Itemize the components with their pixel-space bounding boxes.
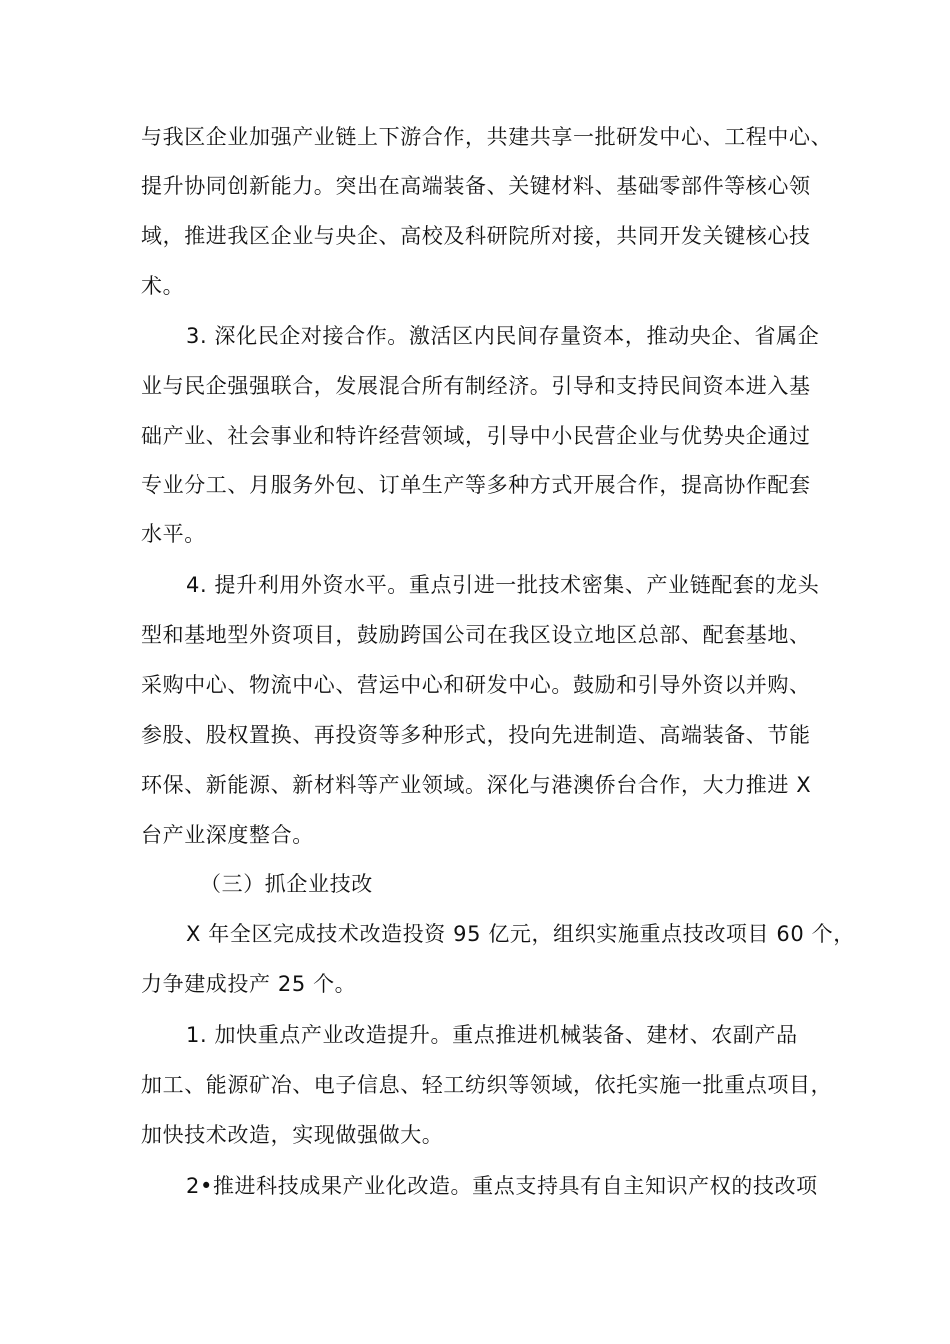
text-line: 参股、股权置换、再投资等多种形式，投向先进制造、高端装备、节能 — [141, 723, 811, 747]
text-line: 础产业、社会事业和特许经营领域，引导中小民营企业与优势央企通过 — [141, 424, 811, 448]
text-line: 4. 提升利用外资水平。重点引进一批技术密集、产业链配套的龙头 — [186, 573, 820, 597]
text-line: 台产业深度整合。 — [141, 823, 314, 847]
text-line: 型和基地型外资项目，鼓励跨国公司在我区设立地区总部、配套基地、 — [141, 623, 811, 647]
text-line: 加工、能源矿冶、电子信息、轻工纺织等领域，依托实施一批重点项目， — [141, 1073, 833, 1097]
text-line: 业与民企强强联合，发展混合所有制经济。引导和支持民间资本进入基 — [141, 374, 811, 398]
text-line: 与我区企业加强产业链上下游合作，共建共享一批研发中心、工程中心、 — [141, 125, 833, 149]
text-line: 水平。 — [141, 522, 206, 546]
text-line: 专业分工、月服务外包、订单生产等多种方式开展合作，提高协作配套 — [141, 473, 811, 497]
text-line: 采购中心、物流中心、营运中心和研发中心。鼓励和引导外资以并购、 — [141, 673, 811, 697]
section-heading: （三）抓企业技改 — [200, 872, 373, 896]
text-line: 术。 — [141, 274, 185, 298]
text-line: X 年全区完成技术改造投资 95 亿元，组织实施重点技改项目 60 个， — [186, 922, 855, 946]
text-line: 2•推进科技成果产业化改造。重点支持具有自主知识产权的技改项 — [186, 1174, 818, 1198]
text-line: 加快技术改造，实现做强做大。 — [141, 1123, 444, 1147]
text-line: 3. 深化民企对接合作。激活区内民间存量资本，推动央企、省属企 — [186, 324, 820, 348]
text-line: 域，推进我区企业与央企、高校及科研院所对接，共同开发关键核心技 — [141, 224, 811, 248]
text-line: 提升协同创新能力。突出在高端装备、关键材料、基础零部件等核心领 — [141, 174, 811, 198]
text-line: 环保、新能源、新材料等产业领域。深化与港澳侨台合作，大力推进 X — [141, 773, 812, 797]
text-line: 1. 加快重点产业改造提升。重点推进机械装备、建材、农副产品 — [186, 1023, 798, 1047]
text-line: 力争建成投产 25 个。 — [141, 972, 357, 996]
